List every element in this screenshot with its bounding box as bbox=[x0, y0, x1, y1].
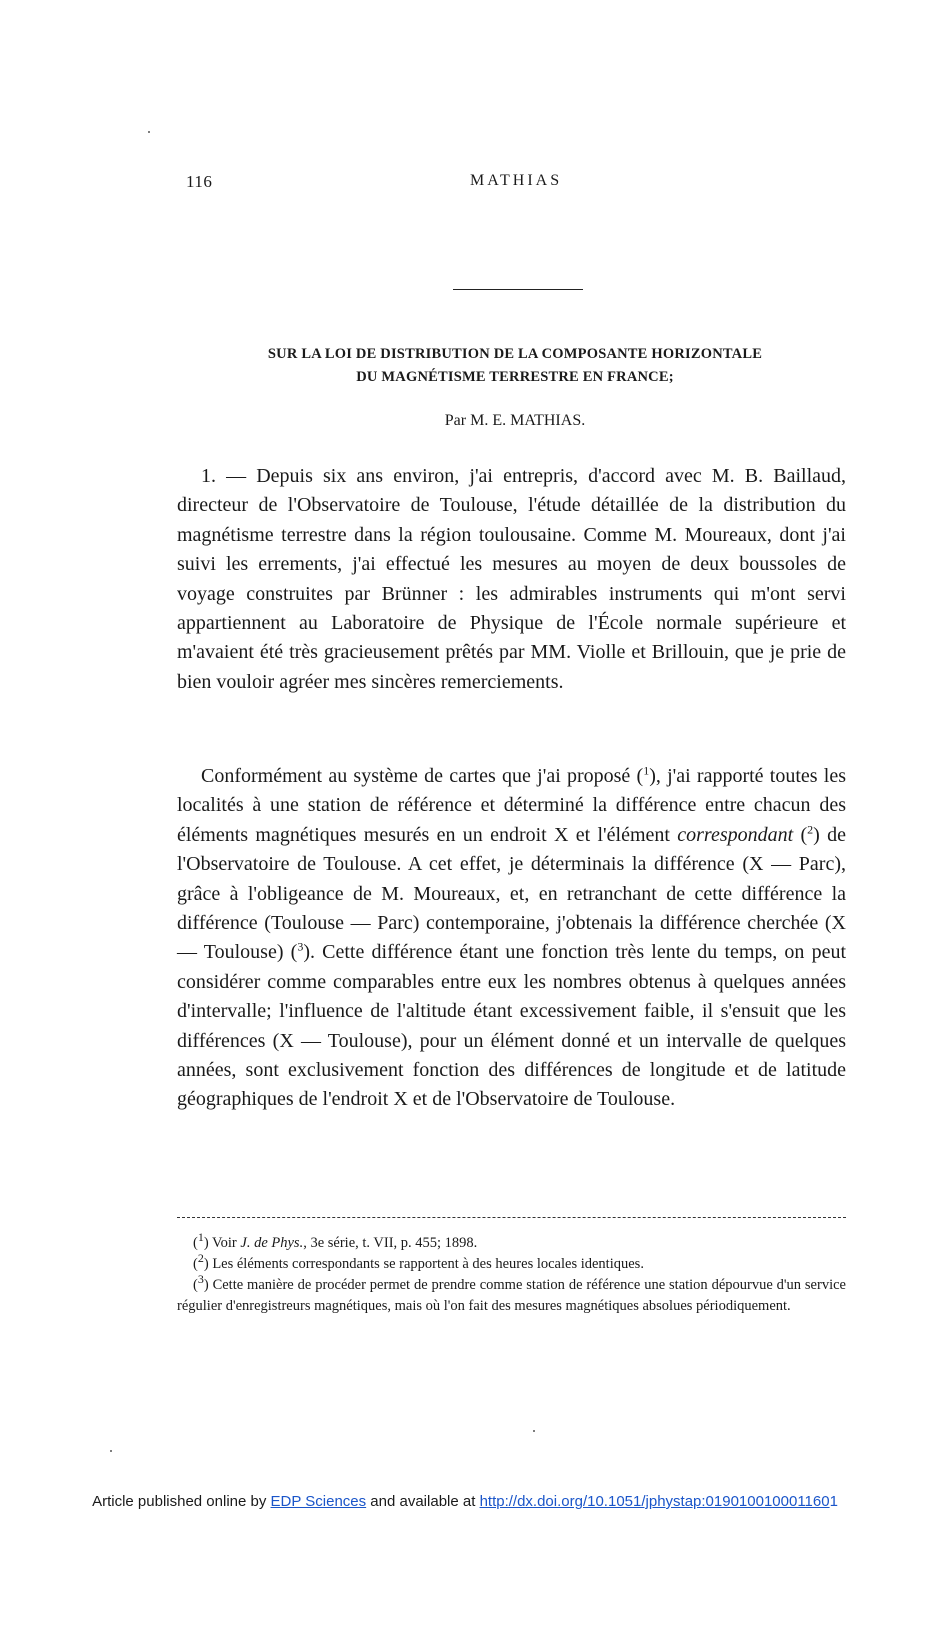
byline: Par M. E. MATHIAS. bbox=[444, 412, 586, 429]
footnote-1-text-b: , 3e série, t. VII, p. 455; 1898. bbox=[303, 1235, 478, 1251]
footnote-2-text: Les éléments correspondants se rapportent à des heures locales identiques. bbox=[212, 1256, 644, 1272]
paragraph-2-text-e: ). Cette différence étant une fonction très lente du temps, on peut considérer comme comparables entre eux les nombres obtenus à quelques années d'intervalle; l'influence de l'altitude étant excessivement faible, il s'ensuit que les différences (X — Toulouse), pour un élément donné et un intervalle de quelques années, sont exclusivement fonction des différences de longitude et de latitude géographiques de l'endroit X et de l'Observatoire de Toulouse. bbox=[177, 941, 846, 1111]
paragraph-2-text-b: ), j'ai rapporté toutes les localités à une station de référence et déterminé la différence entre chacun des éléments magnétiques mesurés en un endroit X et l'élément bbox=[177, 765, 846, 846]
footnote-2-mark: 2 bbox=[197, 1251, 204, 1266]
footer-middle: and available at bbox=[366, 1493, 480, 1510]
paragraph-2 bbox=[177, 762, 846, 1115]
title-line-2: DU MAGNÉTISME TERRESTRE EN FRANCE; bbox=[356, 369, 674, 385]
footnote-rule bbox=[177, 1217, 846, 1218]
running-head: MATHIAS bbox=[470, 172, 563, 189]
paragraph-2-text-d: ) de l'Observatoire de Toulouse. A cet effet, je déterminais la différence (X — Parc), grâce à l'obligeance de M. Moureaux, et, en retranchant de cette différence la différence (Toulouse — Parc) contemporaine, j'obtenais la différence cherchée (X — Toulouse) ( bbox=[177, 823, 846, 964]
footnote-ref-1: 1 bbox=[643, 763, 650, 778]
footnote-3: ($^3$) Cette manière de procéder permet de prendre comme station de référence une station dépourvue d'un service régulier d'enregistreurs magnétiques, mais où l'on fait des mesures magnétiques absolues périodiquement. bbox=[177, 1272, 846, 1314]
paragraph-2-text-a: Conformément au système de cartes que j'ai proposé ( bbox=[201, 765, 644, 787]
paragraph-1-text: — Depuis six ans environ, j'ai entrepris, d'accord avec M. B. Baillaud, directeur de l'Observatoire de Toulouse, l'étude détaillée de la distribution du magnétisme terrestre dans la région toulousaine. Comme M. Moureaux, dont j'ai suivi les errements, j'ai effectué les mesures au moyen de deux boussoles de voyage construites par Brünner : les admirables instruments qui m'ont servi appartiennent au Laboratoire de Physique de l'École normale supérieure et m'avaient été très gracieusement prêtés par MM. Violle et Brillouin, que je prie de bien vouloir agréer mes sincères remerciements. bbox=[177, 465, 846, 693]
footer-prefix: Article published online by bbox=[92, 1493, 271, 1510]
scan-speck bbox=[533, 1430, 535, 1432]
footnote-1: ($^1$) Voir J. de Phys., 3e série, t. VII, p. 455; 1898. bbox=[193, 1230, 478, 1251]
doi-link[interactable]: http://dx.doi.org/10.1051/jphystap:019010010001160 bbox=[479, 1493, 830, 1510]
footnote-2: ($^2$) Les éléments correspondants se rapportent à des heures locales identiques. bbox=[193, 1251, 644, 1272]
footnote-3-mark: 3 bbox=[197, 1272, 204, 1287]
footnote-ref-3: 3 bbox=[297, 939, 304, 954]
publisher-link[interactable]: EDP Sciences bbox=[270, 1493, 367, 1510]
footnote-1-text-a: Voir bbox=[212, 1235, 241, 1251]
scan-speck bbox=[110, 1450, 112, 1452]
title-line-1: SUR LA LOI DE DISTRIBUTION DE LA COMPOSANTE HORIZONTALE bbox=[267, 346, 763, 362]
article-title bbox=[160, 343, 870, 389]
title-rule bbox=[453, 289, 583, 290]
scan-speck bbox=[148, 131, 150, 133]
footnote-3-text: Cette manière de procéder permet de prendre comme station de référence une station dépourvue d'un service régulier d'enregistreurs magnétiques, mais où l'on fait des mesures magnétiques absolues périodiquement. bbox=[177, 1277, 846, 1314]
paragraph-1 bbox=[177, 462, 846, 697]
footnote-1-italic: J. de Phys. bbox=[240, 1235, 304, 1251]
page-number: 116 bbox=[186, 172, 213, 191]
publication-footer bbox=[0, 1493, 930, 1510]
doi-tail: 1 bbox=[829, 1493, 838, 1510]
section-number: 1. bbox=[201, 465, 216, 487]
paragraph-2-text-c: ( bbox=[793, 823, 808, 846]
footnote-ref-2: 2 bbox=[807, 822, 814, 837]
footnote-1-mark: 1 bbox=[197, 1230, 204, 1245]
italic-term: correspondant bbox=[677, 823, 794, 846]
